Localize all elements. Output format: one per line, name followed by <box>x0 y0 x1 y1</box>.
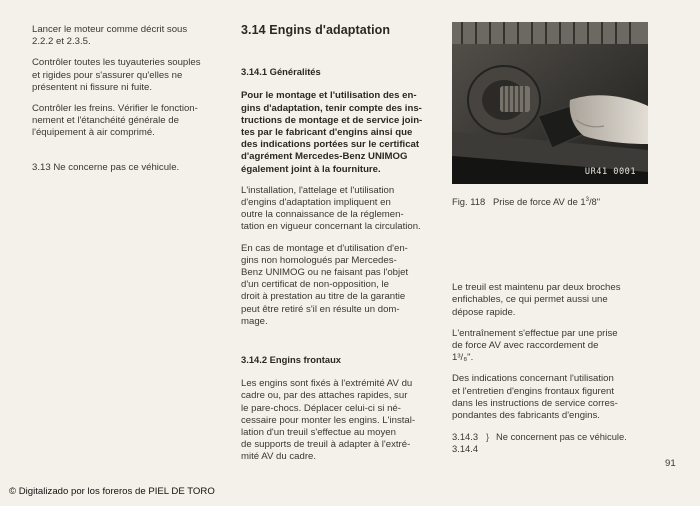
figure-inch-mark: " <box>596 196 601 208</box>
paragraph-manufacturer-info: Des indications concernant l'utilisation et l'entretien d'engins frontaux figurent dans les instructions de service corres- pondantes des fabricants d'engins. <box>452 373 618 421</box>
paragraph-front-attachments: Les engins sont fixés à l'extrémité AV du cadre ou, par des attaches rapides, sur le pare-chocs. Déplacer celui-ci si né- cessaire pour monter les engins. L'instal- lation d'un treuil s'effectue au moyen de supports de treuil à adapter à l'extré- mité AV du cadre. <box>241 378 416 463</box>
photo-reference-code: UR41 0001 <box>584 166 636 177</box>
figure-fraction-denominator: /8 <box>588 196 597 208</box>
section-ref-3-14-4: 3.14.4 <box>452 443 479 455</box>
right-text-block <box>452 282 647 455</box>
figure-caption <box>452 194 647 208</box>
paragraph-start-engine: Lancer le moteur comme décrit sous 2.2.2 et 2.3.5. <box>32 24 188 48</box>
paragraph-check-hoses: Contrôler toutes les tuyauteries souples et rigides pour s'assurer qu'elles ne présentent ni fissure ni fuite. <box>32 57 201 93</box>
right-column <box>452 22 647 455</box>
paragraph-pto-drive: L'entraînement s'effectue par une prise de force AV avec raccordement de 1³/₈". <box>452 327 618 364</box>
paragraph-installation: L'installation, l'attelage et l'utilisation d'engins d'adaptation impliquent en outre la connaissance de la réglemen- tation en vigueur concernant la circulation. <box>241 184 421 233</box>
left-column <box>32 24 227 183</box>
section-title: 3.14 Engins d'adaptation <box>241 23 391 37</box>
paragraph-winch-pins: Le treuil est maintenu par deux broches enfichables, ce qui permet aussi une dépose rapide. <box>452 282 621 318</box>
pto-photo-illustration <box>452 22 648 184</box>
middle-column <box>241 24 438 473</box>
brace-symbol: } <box>486 431 490 443</box>
section-reference-text: Ne concernent pas ce véhicule. <box>496 431 627 443</box>
paragraph-warranty: En cas de montage et d'utilisation d'en- gins non homologués par Mercedes- Benz UNIMOG ou ne faisant pas l'objet d'un certificat de non-opposition, le droit à prestation au titre de la garantie peut être retiré s'il en résulte un dom- mage. <box>241 242 409 327</box>
figure-label: Fig. 118 <box>452 196 486 208</box>
paragraph-section-3-13: 3.13 Ne concerne pas ce véhicule. <box>32 161 180 173</box>
figure-text: Prise de force AV de 1 <box>493 196 586 208</box>
section-ref-3-14-3: 3.14.3 <box>452 431 479 443</box>
page-number: 91 <box>665 458 676 469</box>
subsection-title-frontaux: 3.14.2 Engins frontaux <box>241 354 342 366</box>
subsection-title-generalites: 3.14.1 Généralités <box>241 66 321 78</box>
paragraph-check-brakes: Contrôler les freins. Vérifier le fonction- nement et l'étanchéité générale de l'équipement à air comprimé. <box>32 103 198 139</box>
section-reference-row <box>452 431 647 455</box>
copyright-notice: © Digitalizado por los foreros de PIEL DE TORO <box>9 486 215 497</box>
section-reference-numbers <box>452 431 486 455</box>
pto-photo <box>452 22 648 184</box>
figure-fraction-numerator: 3 <box>585 197 589 203</box>
paragraph-bold-instructions: Pour le montage et l'utilisation des en- gins d'adaptation, tenir compte des ins- tructions de montage et de service join- tes par le fabricant d'engins ainsi que des indications portées sur le certificat d'agrément Mercedes-Benz UNIMOG également joint à la fourniture. <box>241 90 423 175</box>
